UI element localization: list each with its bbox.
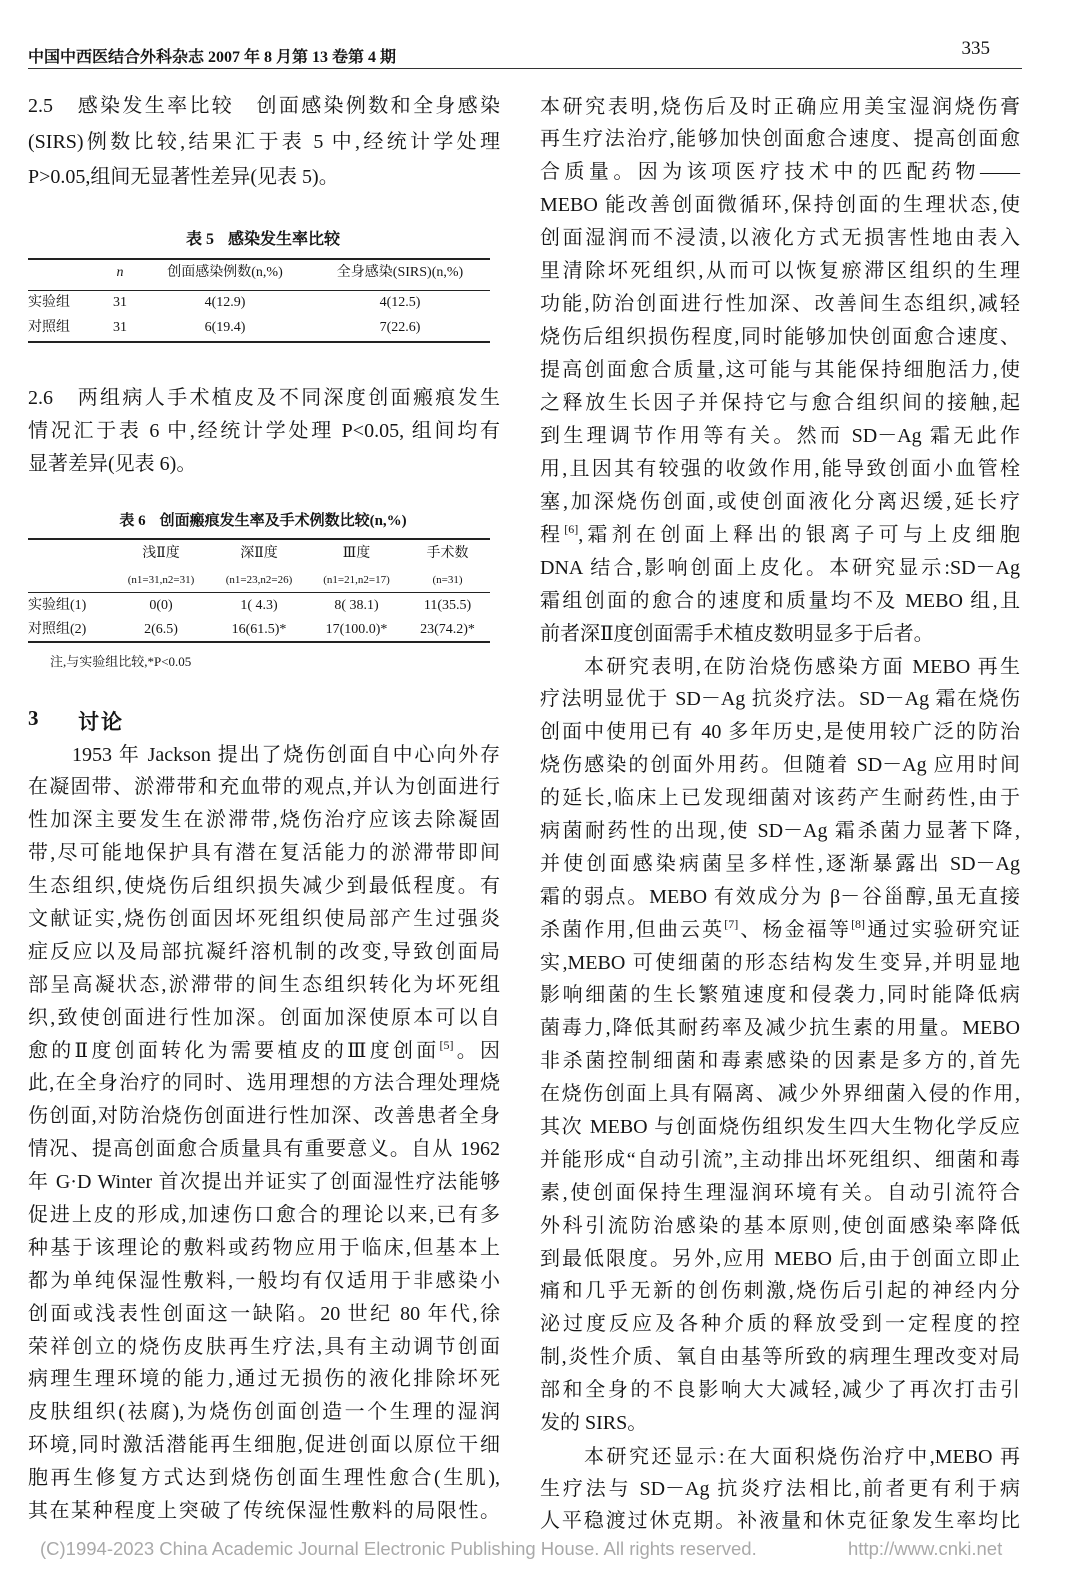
text-line [540, 519, 1020, 552]
table-header-cell: 浅Ⅱ度 [142, 546, 180, 561]
text-line: 创面中使用已有 40 多年历史,是使用较广泛的防治 [540, 721, 1020, 744]
text-line: 皮肤组织(祛腐),为烧伤创面创造一个生理的湿润 [28, 1401, 500, 1424]
text-line: 到生理调节作用等有关。然而 SD－Ag 霜无此作 [540, 424, 1020, 447]
text-line: DNA 结合,影响创面上皮化。本研究显示:SD－Ag [540, 556, 1020, 579]
text-line: 泌过度反应及各种介质的释放受到一定程度的控 [540, 1313, 1020, 1336]
running-head-journal: 中国中西医结合外科杂志 2007 年 8 月第 13 卷第 4 期 [28, 49, 397, 66]
text-line: 年 G·D Winter 首次提出并证实了创面湿性疗法能够 [28, 1171, 500, 1194]
table-cell: 16(61.5)* [231, 622, 287, 637]
table-cell: 31 [113, 320, 127, 335]
text-line: 并能形成“自动引流”,主动排出坏死组织、细菌和毒 [540, 1148, 1020, 1171]
table-5 [28, 256, 490, 346]
table-bottom-rule [28, 341, 490, 343]
section-2-5-paragraph [28, 89, 500, 196]
text-line: 显著差异(见表 6)。 [28, 452, 197, 475]
table-header-rule [28, 592, 490, 593]
text-line: 痛和几乎无新的创伤刺激,烧伤后引起的神经内分 [540, 1280, 1020, 1303]
text-line: 的延长,临床上已发现细菌对该药产生耐药性,由于 [540, 787, 1020, 810]
table-bottom-rule [28, 641, 490, 643]
text-line: 提高创面愈合质量,这可能与其能保持细胞活力,使 [540, 359, 1020, 381]
text-line: 带,尽可能地保护具有潜在复活能力的淤滞带即间 [28, 842, 500, 865]
text-segment: 、杨金福等 [738, 918, 852, 941]
right-paragraph-1 [540, 91, 1020, 651]
text-line: 促进上皮的形成,加速伤口愈合的理论以来,已有多 [28, 1203, 500, 1226]
page-number: 335 [961, 38, 990, 59]
table-header-row [28, 262, 490, 284]
table-6-title-text: 创面瘢痕发生率及手术例数比较(n,%) [159, 513, 407, 529]
text-segment: 。因 [453, 1039, 500, 1062]
text-line: 其次 MEBO 与创面烧伤组织发生四大生物化学反应 [540, 1115, 1020, 1138]
table-cell: 31 [113, 295, 127, 310]
text-segment: 杀菌作用,但曲云英 [540, 918, 725, 941]
text-line: 2.5 感染发生率比较 创面感染例数和全身感染 [28, 95, 500, 117]
right-paragraph-3 [540, 1441, 1020, 1537]
text-line: 用,且因其有较强的收敛作用,能导致创面小血管栓 [540, 457, 1020, 480]
text-line: 情况汇于表 6 中,经统计学处理 P<0.05, 组间均有 [28, 419, 500, 442]
table-header-cell: n [116, 265, 124, 280]
table-cell: 23(74.2)* [420, 622, 475, 637]
text-line: 本研究还显示:在大面积烧伤治疗中,MEBO 再 [584, 1446, 1020, 1468]
text-line: 创面湿润而不浸渍,以液化方式无损害性地由表入 [540, 227, 1020, 250]
discussion-paragraph [28, 739, 500, 1528]
table-cell: 17(100.0)* [325, 622, 388, 637]
text-line: 生态组织,使烧伤后组织损失减少到最低程度。有 [28, 875, 500, 898]
table-cell: 6(19.4) [204, 320, 246, 335]
copyright-watermark: (C)1994-2023 China Academic Journal Electronic Publishing House. All rights reserved. [40, 1538, 757, 1559]
text-line: MEBO 能改善创面微循环,保持创面的生理状态,使 [540, 194, 1020, 217]
table-header-cell [28, 262, 100, 284]
text-line: 人平稳渡过休克期。补液量和休克征象发生率均比 [540, 1510, 1020, 1532]
table-subheader-row [28, 569, 490, 591]
table-row [28, 317, 490, 339]
table-cell: 0(0) [149, 598, 173, 613]
text-line: 烧伤感染的创面外用药。但随着 SD－Ag 应用时间 [540, 754, 1020, 777]
text-line: 疗法明显优于 SD－Ag 抗炎疗法。SD－Ag 霜在烧伤 [540, 688, 1020, 711]
table-row-label: 对照组 [28, 320, 70, 335]
text-line: 环境,同时激活潜能再生细胞,促进创面以原位干细 [28, 1434, 500, 1457]
citation-superscript: [7] [724, 916, 739, 931]
table-cell: 4(12.5) [379, 295, 421, 310]
section-number: 3 [28, 706, 39, 730]
text-line: 前者深Ⅱ度创面需手术植皮数明显多于后者。 [540, 622, 934, 645]
right-paragraph-2 [540, 651, 1020, 1440]
table-header-cell [28, 543, 112, 565]
table-header-cell: Ⅲ度 [342, 546, 371, 561]
table-cell: 4(12.9) [204, 295, 246, 310]
text-line [540, 914, 1020, 947]
text-line: 伤创面,对防治烧伤创面进行性加深、改善患者全身 [28, 1105, 500, 1128]
text-line: 实,MEBO 可使细菌的形态结构发生变异,并明显地 [540, 951, 1020, 974]
table-header-rule [28, 290, 490, 291]
text-line: 织,致使创面进行性加深。创面加深使原本可以自 [28, 1006, 500, 1029]
table-row [28, 595, 490, 617]
table-row [28, 292, 490, 314]
text-line: 外科引流防治感染的基本原则,使创面感染率降低 [540, 1214, 1020, 1237]
citation-superscript: [8] [851, 916, 866, 931]
text-line: 烧伤后组织损伤程度,同时能够加快创面愈合速度、 [540, 326, 1020, 349]
table-subheader-cell: (n1=23,n2=26) [225, 574, 293, 586]
text-line: 部呈高凝状态,淤滞带的间生态组织转化为坏死组 [28, 973, 500, 996]
text-line: 在烧伤创面上具有隔离、减少外界细菌入侵的作用, [540, 1083, 1020, 1106]
table-cell: 1( 4.3) [240, 598, 278, 613]
text-line: 合质量。因为该项医疗技术中的匹配药物—— [540, 161, 1020, 184]
text-line: 素,使创面保持生理湿润环境有关。自动引流符合 [540, 1181, 1020, 1204]
table-top-rule [28, 538, 490, 540]
table-6-title-label: 表 6 [119, 513, 146, 529]
table-6-title [28, 509, 498, 533]
text-line: 性加深主要发生在淤滞带,烧伤治疗应该去除凝固 [28, 809, 500, 832]
table-row-label: 实验组 [28, 295, 70, 310]
header-rule [28, 68, 1022, 69]
text-line: 发的 SIRS。 [540, 1411, 648, 1434]
table-header-cell: 手术数 [426, 546, 469, 561]
table-5-title-text: 感染发生率比较 [228, 231, 341, 248]
table-row-label: 对照组(2) [28, 622, 87, 637]
text-line: 制,炎性介质、氧自由基等所致的病理生理改变对局 [540, 1346, 1020, 1369]
table-6 [28, 536, 490, 646]
section-2-6-paragraph [28, 382, 500, 481]
table-header-cell: 深Ⅱ度 [240, 546, 278, 561]
table-subheader-cell: (n=31) [432, 574, 463, 586]
text-line: 之释放生长因子并保持它与愈合组织间的接触,起 [540, 391, 1020, 414]
table-header-cell: 全身感染(SIRS)(n,%) [336, 265, 464, 280]
text-line: 霜的弱点。MEBO 有效成分为 β－谷甾醇,虽无直接 [540, 885, 1020, 908]
table-cell: 2(6.5) [144, 622, 178, 637]
table-header-row [28, 543, 490, 565]
citation-superscript: [5] [439, 1037, 454, 1052]
text-segment: 通过实验研究证 [865, 918, 1021, 941]
text-line: 生疗法与 SD－Ag 抗炎疗法相比,前者更有利于病 [540, 1478, 1020, 1500]
text-line: 塞,加深烧伤创面,或使创面液化分离迟缓,延长疗 [540, 490, 1020, 513]
text-line: 本研究表明,烧伤后及时正确应用美宝湿润烧伤膏 [540, 95, 1020, 118]
table-subheader-cell: (n1=31,n2=31) [127, 574, 195, 586]
citation-superscript: [6] [564, 521, 579, 536]
text-line: 到最低限度。另外,应用 MEBO 后,由于创面立即止 [540, 1247, 1020, 1270]
text-line: 文献证实,烧伤创面因坏死组织使局部产生过强炎 [28, 907, 500, 930]
table-6-note: 注,与实验组比较,*P<0.05 [50, 654, 192, 669]
text-line: 2.6 两组病人手术植皮及不同深度创面瘢痕发生 [28, 386, 500, 409]
text-line: 创面或浅表性创面这一缺陷。20 世纪 80 年代,徐 [28, 1302, 500, 1325]
text-line: 其在某种程度上突破了传统保湿性敷料的局限性。 [28, 1499, 500, 1522]
table-header-cell: 创面感染例数(n,%) [167, 265, 283, 280]
table-subheader-cell: (n1=21,n2=17) [323, 574, 390, 586]
table-header-cell [28, 569, 112, 591]
text-line: 胞再生修复方式达到烧伤创面生理性愈合(生肌), [28, 1467, 500, 1490]
text-line [28, 1035, 500, 1068]
text-line: 1953 年 Jackson 提出了烧伤创面自中心向外存 [72, 743, 500, 766]
text-line: (SIRS)例数比较,结果汇于表 5 中,经统计学处理 [28, 130, 500, 153]
table-5-title-label: 表 5 [185, 231, 214, 248]
text-line: 病理生理环境的能力,通过无损伤的液化排除坏死 [28, 1368, 500, 1391]
text-line: 症反应以及局部抗凝纤溶机制的改变,导致创面局 [28, 940, 500, 963]
text-line: P>0.05,组间无显著性差异(见表 5)。 [28, 166, 339, 188]
text-segment: 程 [540, 523, 565, 546]
text-line: 再生疗法治疗,能够加快创面愈合速度、提高创面愈 [540, 128, 1020, 151]
text-line: 菌毒力,降低其耐药率及减少抗生素的用量。MEBO [540, 1017, 1020, 1040]
table-cell: 8( 38.1) [334, 598, 379, 613]
table-row-label: 实验组(1) [28, 598, 87, 613]
text-line: 部和全身的不良影响大大减轻,减少了再次打击引 [540, 1379, 1020, 1402]
text-line: 里清除坏死组织,从而可以恢复瘀滞区组织的生理 [540, 260, 1020, 283]
text-line: 荣祥创立的烧伤皮肤再生疗法,具有主动调节创面 [28, 1335, 500, 1358]
text-line: 情况、提高创面愈合质量具有重要意义。自从 1962 [28, 1138, 500, 1161]
text-line: 霜组创面的愈合的速度和质量均不及 MEBO 组,且 [540, 589, 1020, 612]
text-line: 并使创面感染病菌呈多样性,逐渐暴露出 SD－Ag [540, 852, 1020, 875]
section-heading: 讨论 [78, 710, 124, 734]
text-line: 本研究表明,在防治烧伤感染方面 MEBO 再生 [584, 655, 1020, 678]
text-line: 影响细菌的生长繁殖速度和侵袭力,同时能降低病 [540, 984, 1020, 1007]
cnki-url-watermark[interactable]: http://www.cnki.net [848, 1538, 1003, 1559]
table-cell: 7(22.6) [379, 320, 421, 335]
text-segment: ,霜剂在创面上释出的银离子可与上皮细胞 [578, 523, 1021, 546]
text-line: 在凝固带、淤滞带和充血带的观点,并认为创面进行 [28, 776, 500, 799]
text-line: 此,在全身治疗的同时、选用理想的方法合理处理烧 [28, 1072, 500, 1095]
table-cell: 11(35.5) [423, 598, 472, 613]
table-5-title [28, 228, 498, 252]
text-line: 病菌耐药性的出现,使 SD－Ag 霜杀菌力显著下降, [540, 819, 1020, 842]
table-top-rule [28, 258, 490, 260]
text-line: 都为单纯保湿性敷料,一般均有仅适用于非感染小 [28, 1269, 500, 1292]
text-line: 功能,防治创面进行性加深、改善间生态组织,减轻 [540, 293, 1020, 316]
text-segment: 愈的Ⅱ度创面转化为需要植皮的Ⅲ度创面 [28, 1039, 440, 1062]
text-line: 非杀菌控制细菌和毒素感染的因素是多方的,首先 [540, 1050, 1020, 1073]
text-line: 种基于该理论的敷料或药物应用于临床,但基本上 [28, 1236, 500, 1259]
table-row [28, 619, 490, 641]
